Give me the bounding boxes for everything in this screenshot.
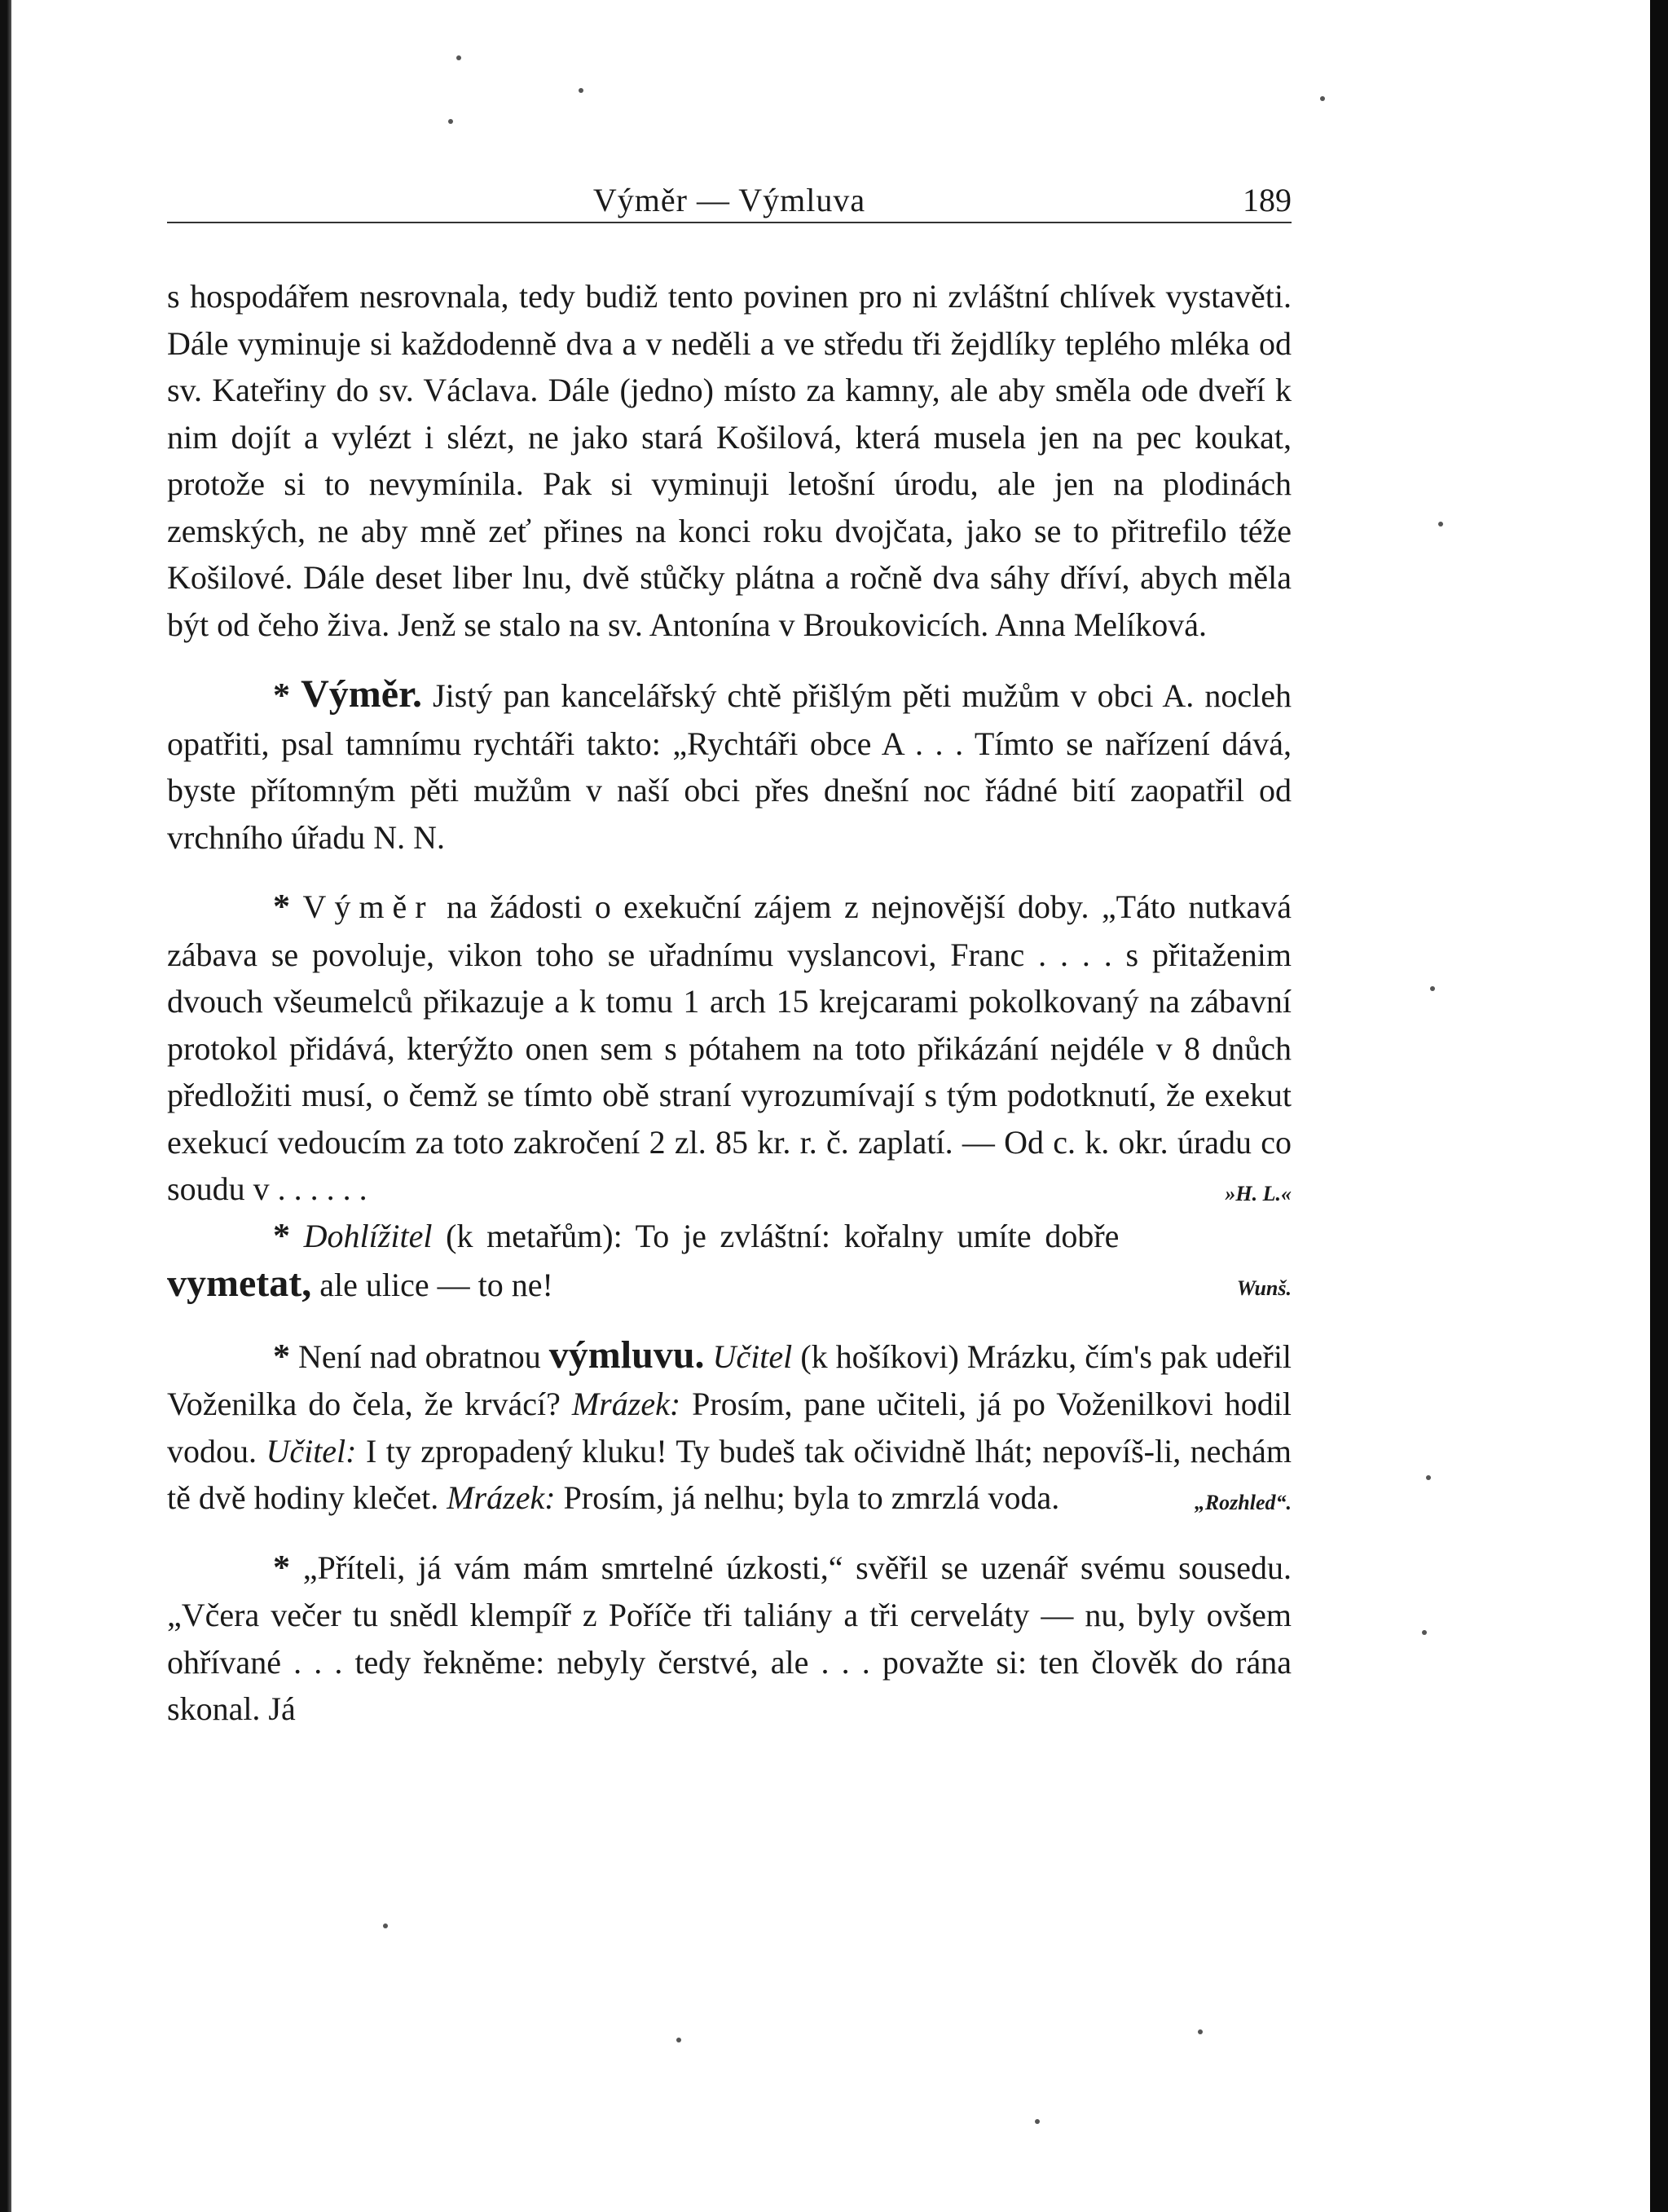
headword: Výměr <box>302 888 434 925</box>
headword: Výměr. <box>301 672 422 716</box>
scan-speck <box>383 1923 388 1928</box>
scan-right-edge <box>1650 0 1668 2212</box>
entry-text: na žádosti o exekuční zájem z nejnovější doby. „Táto nutkavá zábava se povoluje, vikon toho se uřadnímu vyslancovi, Franc . . . . s přitaženim dvouch všeumelců přikazuje a k tomu 1 arch 15 krejcarami pokolkovaný na zábavní protokol přidává, kterýžto onen sem s pótahem na toto přikázání nejdéle v 8 dnůch předložiti musí, o čemž se tímto obě straní vyrozumívají s tým podotknutí, že exekut exekucí vedoucím za toto zakročení 2 zl. 85 kr. r. č. zaplatí. — Od c. k. okr. úradu co soudu v . . . . . . <box>167 888 1292 1207</box>
source-attribution: Wunš. <box>1236 1276 1292 1300</box>
scan-speck <box>1438 522 1443 527</box>
asterisk-icon: * <box>273 1337 290 1376</box>
speaker: Dohlížitel <box>303 1217 433 1254</box>
entry-text: Prosím, pane učiteli, já po Voženilkovi hodil vodou. <box>167 1386 1292 1470</box>
asterisk-icon: * <box>273 888 290 926</box>
header-rule <box>167 222 1292 223</box>
entry-text: Jistý pan kancelářský chtě přišlým pěti mužům v obci A. nocleh opatřiti, psal tamnímu rychtáři takto: „Rychtáři obce A . . . Tímto se nařízení dává, byste přítomným pěti mužům v naší obci přes dnešní noc řádné bití zaopatřil od vrchního úřadu N. N. <box>167 677 1292 856</box>
entry-vymer-2 <box>167 883 1292 1213</box>
entry-text: „Příteli, já vám mám smrtelné úzkosti,“ svěřil se uzenář svému sousedu. „Včera večer tu snědl klempíř z Poříče tři taliány a tři cerveláty — nu, byly ovšem ohřívané . . . tedy řekněme: nebyly čerstvé, ale . . . považte si: ten člověk do rána skonal. Já <box>167 1549 1292 1727</box>
headword: výmluvu. <box>548 1333 705 1377</box>
page-number: 189 <box>1243 182 1292 218</box>
speaker: Mrázek: <box>571 1386 681 1422</box>
entry-vymer-1 <box>167 671 1292 861</box>
scan-left-edge <box>0 0 11 2212</box>
scan-speck <box>456 55 461 60</box>
entry-vymluva <box>167 1332 1292 1522</box>
asterisk-icon: * <box>273 677 290 715</box>
entry-text: Prosím, já nelhu; byla to zmrzlá voda. <box>563 1479 1060 1516</box>
headword: vymetat, <box>167 1262 312 1305</box>
asterisk-icon: * <box>273 1549 290 1587</box>
source-attribution: „Rozhled“. <box>1194 1491 1292 1514</box>
entry-text: I ty zpropadený kluku! Ty budeš tak očividně lhát; nepovíš-li, nechám tě dvě hodiny klečet. <box>167 1432 1292 1516</box>
speaker: Učitel: <box>266 1432 357 1470</box>
speaker: Učitel <box>712 1337 793 1375</box>
scan-speck <box>1422 1630 1427 1635</box>
scan-speck <box>1198 2029 1203 2034</box>
scan-speck <box>1320 96 1325 101</box>
running-title: Výměr — Výmluva <box>592 182 866 218</box>
scan-speck <box>448 119 453 124</box>
source-attribution: »H. L.« <box>1225 1182 1292 1205</box>
page-body <box>167 273 1292 1733</box>
scan-speck <box>1430 986 1435 991</box>
scan-speck <box>676 2038 681 2042</box>
scan-speck <box>579 88 583 93</box>
entry-text: Není nad obratnou <box>298 1337 541 1375</box>
asterisk-icon: * <box>273 1217 290 1255</box>
entry-text: (k metařům): To je zvláštní: kořalny umíte dobře <box>446 1217 1120 1254</box>
paragraph-continuation: s hospodářem nesrovnala, tedy budiž tento povinen pro ni zvláštní chlívek vystavěti. Dále vyminuje si každodenně dva a v neděli a ve středu tři žejdlíky teplého mléka od sv. Kateřiny do sv. Václava. Dále (jedno) místo za kamny, ale aby směla ode dveří k nim dojít a vylézt i slézt, ne jako stará Košilová, která musela jen na pec koukat, protože si to nevymínila. Pak si vyminuji letošní úrodu, ale jen na plodinách zemských, ne aby mně zeť přines na konci roku dvojčata, jako se to přitrefilo téže Košilové. Dále deset liber lnu, dvě stůčky plátna a ročně dva sáhy dříví, abych měla být od čeho živa. Jenž se stalo na sv. Antonína v Broukovicích. Anna Melíková. <box>167 278 1292 643</box>
entry-text: (k hošíkovi) Mrázku, čím's pak udeřil Voženilka do čela, že krvácí? <box>167 1337 1292 1422</box>
scan-speck <box>1035 2119 1040 2124</box>
entry-dohlizitel <box>167 1213 1292 1309</box>
page-header <box>167 181 1292 222</box>
entry-text: ale ulice — to ne! <box>319 1267 553 1303</box>
scan-speck <box>1426 1475 1431 1480</box>
speaker: Mrázek: <box>447 1479 556 1516</box>
entry-uzenar <box>167 1544 1292 1733</box>
